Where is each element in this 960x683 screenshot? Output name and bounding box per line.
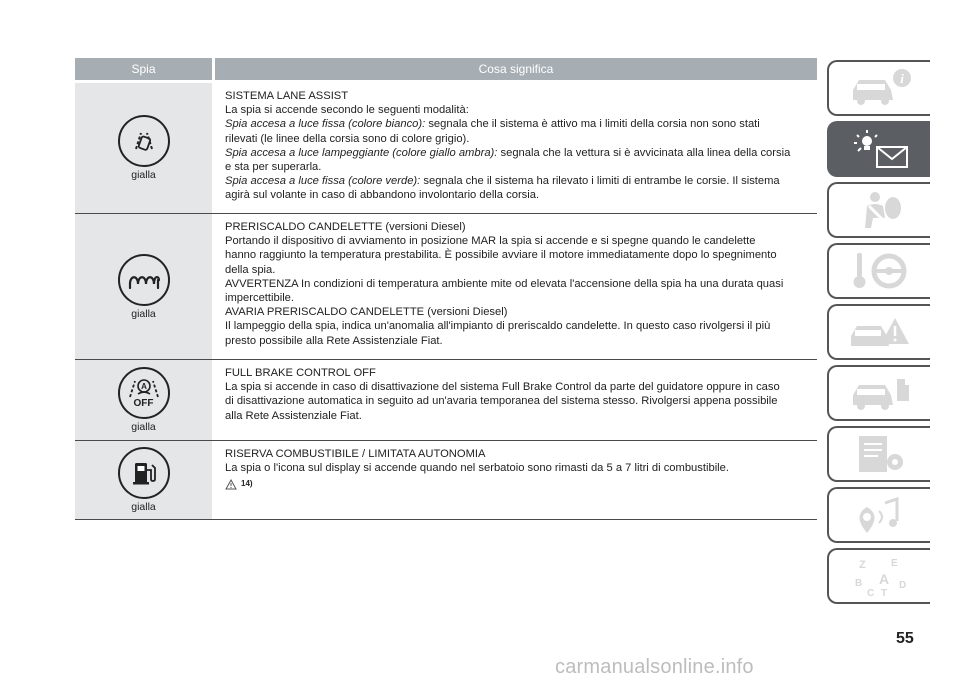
lane-assist-icon [118,115,170,167]
svg-text:E: E [890,558,898,569]
text-line: hanno raggiunto la temperatura prestabilita. È possibile avviare il motore immediatamente dopo lo spegnimento [225,249,777,262]
nav-safety[interactable] [827,182,930,238]
description-cell [215,214,817,359]
nav-technical-data[interactable] [827,426,930,482]
column-header-spia: Spia [75,58,212,80]
text-line: alla Rete Assistenziale Fiat. [225,409,362,422]
text-line: La spia si accende secondo le seguenti modalità: [225,104,469,117]
icon-cell [75,360,212,440]
text-line: Spia accesa a luce lampeggiante (colore giallo ambra): segnala che la vettura si è avvicinata alla linea della corsia [225,146,791,159]
full-brake-control-off-icon [118,367,170,419]
description-cell [215,360,817,440]
svg-text:B: B [854,578,862,589]
car-info-icon [845,66,915,110]
text-line: RISERVA COMBUSTIBILE / LIMITATA AUTONOMIA [225,448,486,460]
text-line: SISTEMA LANE ASSIST [225,90,349,102]
text-line: Portando il dispositivo di avviamento in posizione MAR la spia si accende e si spegne quando le candelette [225,235,756,248]
text-line: presto possibile alla Rete Assistenziale Fiat. [225,334,443,347]
text-line: rilevati (le linee della corsia sono di colore grigio). [225,132,470,145]
multimedia-icon [845,493,915,537]
text-line: FULL BRAKE CONTROL OFF [225,367,376,379]
reference-number: 14) [241,479,253,489]
seatbelt-airbag-icon [845,188,915,232]
warning-triangle-icon [225,479,237,490]
nav-multimedia[interactable] [827,487,930,543]
column-header-meaning: Cosa significa [215,58,817,80]
chapter-nav [827,60,930,609]
icon-cell [75,214,212,359]
light-color-label: gialla [131,169,156,181]
text-line: AVARIA PRERISCALDO CANDELETTE (versioni Diesel) [225,306,508,319]
light-color-label: gialla [131,501,156,513]
text-line: Spia accesa a luce fissa (colore verde): segnala che il sistema ha rilevato i limiti di entrambe le corsie. Il sistema [225,175,780,188]
text-line: di disattivazione automatica in seguito ad un'avaria temporanea del sistema stesso. Rivolgersi appena possibile [225,395,778,408]
svg-text:C: C [866,588,874,598]
fuel-reserve-icon [118,447,170,499]
nav-emergency[interactable] [827,304,930,360]
car-breakdown-icon [845,310,915,354]
alphabetical-index-icon [845,554,915,598]
table-header [75,58,817,83]
light-color-label: gialla [131,421,156,433]
car-service-icon [845,371,915,415]
svg-text:A: A [878,571,889,587]
table-row [75,360,817,441]
nav-dashboard-info[interactable] [827,60,930,116]
nav-maintenance[interactable] [827,365,930,421]
text-line: AVVERTENZA In condizioni di temperatura ambiente mite od elevata l'accensione della spia ha una durata quasi [225,277,784,290]
warning-lights-table [75,58,817,520]
nav-warning-lights[interactable] [827,121,930,177]
page-number: 55 [896,630,914,647]
description-cell [215,441,817,519]
svg-text:D: D [898,580,906,591]
text-line: La spia si accende in caso di disattivazione del sistema Full Brake Control da parte del guidatore oppure in caso [225,381,780,394]
svg-text:A: A [140,382,147,391]
data-sheet-gear-icon [845,432,915,476]
icon-cell [75,441,212,519]
svg-text:i: i [899,71,904,86]
text-line: della spia. [225,263,276,276]
key-steering-wheel-icon [845,249,915,293]
icon-cell [75,83,212,213]
text-line: La spia o l'icona sul display si accende quando nel serbatoio sono rimasti da 5 a 7 litri di combustibile. [225,462,729,475]
nav-driving[interactable] [827,243,930,299]
light-color-label: gialla [131,307,156,320]
safety-reference[interactable] [225,477,817,491]
icon-off-text: OFF [133,398,154,409]
watermark: carmanualsonline.info [555,656,754,678]
warning-light-message-icon [845,127,915,171]
svg-text:Z: Z [858,559,866,571]
text-line: Il lampeggio della spia, indica un'anomalia all'impianto di preriscaldo candelette. In questo caso rivolgersi il più [225,320,771,333]
svg-text:T: T [880,588,887,598]
glow-plug-icon [118,254,170,306]
text-line: agirà sul volante in caso di abbandono involontario della corsia. [225,189,540,202]
table-row [75,214,817,360]
text-line: Spia accesa a luce fissa (colore bianco): segnala che il sistema è attivo ma i limiti della corsia non sono stati [225,118,760,131]
description-cell [215,83,817,213]
text-line: impercettibile. [225,292,295,305]
text-line: e sta per superarla. [225,161,322,174]
text-line: PRERISCALDO CANDELETTE (versioni Diesel) [225,221,466,233]
nav-index[interactable] [827,548,930,604]
table-row [75,441,817,520]
table-row [75,83,817,214]
